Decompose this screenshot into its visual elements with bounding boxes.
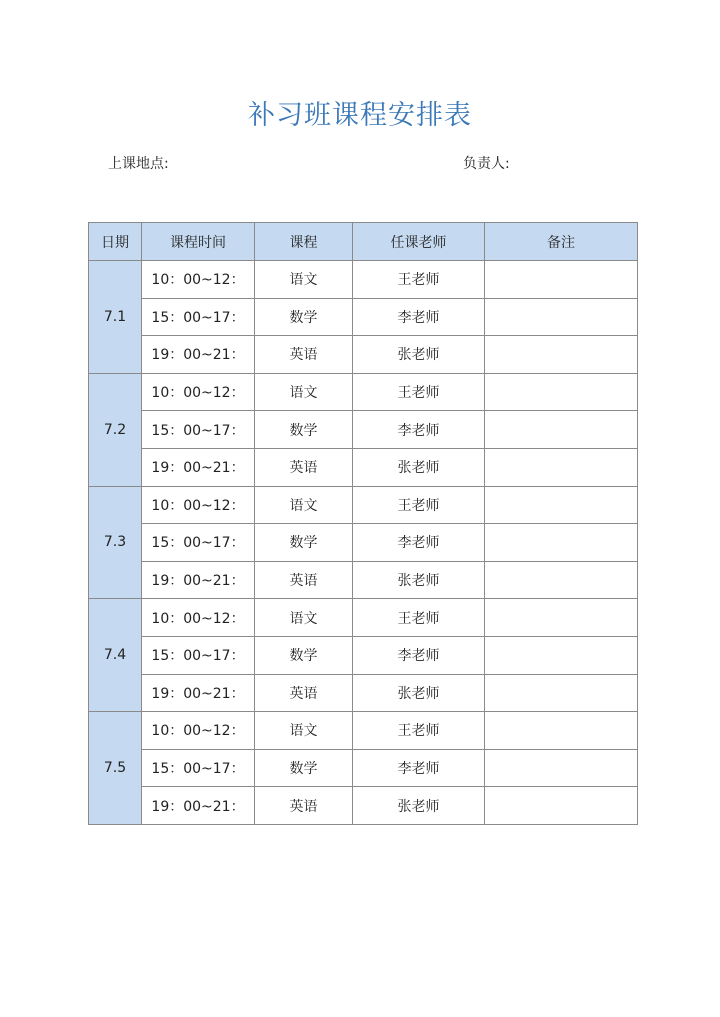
course-cell: 英语 bbox=[255, 336, 353, 374]
location-label: 上课地点: bbox=[108, 156, 169, 172]
time-cell: 15：00~17： bbox=[142, 524, 255, 562]
note-cell bbox=[485, 336, 638, 374]
teacher-cell: 王老师 bbox=[353, 261, 485, 299]
teacher-cell: 李老师 bbox=[353, 749, 485, 787]
teacher-cell: 李老师 bbox=[353, 636, 485, 674]
teacher-cell: 李老师 bbox=[353, 524, 485, 562]
teacher-cell: 王老师 bbox=[353, 599, 485, 637]
note-cell bbox=[485, 486, 638, 524]
table-row bbox=[89, 674, 638, 712]
time-cell: 19：00~21： bbox=[142, 561, 255, 599]
course-cell: 语文 bbox=[255, 373, 353, 411]
note-cell bbox=[485, 636, 638, 674]
note-cell bbox=[485, 298, 638, 336]
note-cell bbox=[485, 599, 638, 637]
table-row bbox=[89, 298, 638, 336]
course-cell: 语文 bbox=[255, 712, 353, 750]
table-row bbox=[89, 636, 638, 674]
date-cell: 7.4 bbox=[89, 599, 142, 712]
note-cell bbox=[485, 261, 638, 299]
note-cell bbox=[485, 448, 638, 486]
time-cell: 19：00~21： bbox=[142, 336, 255, 374]
teacher-cell: 王老师 bbox=[353, 486, 485, 524]
table-row bbox=[89, 411, 638, 449]
teacher-cell: 王老师 bbox=[353, 712, 485, 750]
header-note: 备注 bbox=[485, 223, 638, 261]
note-cell bbox=[485, 712, 638, 750]
manager-label: 负责人: bbox=[463, 156, 510, 172]
table-row bbox=[89, 373, 638, 411]
time-cell: 19：00~21： bbox=[142, 448, 255, 486]
teacher-cell: 张老师 bbox=[353, 561, 485, 599]
date-cell: 7.2 bbox=[89, 373, 142, 486]
page-title: 补习班课程安排表 bbox=[248, 100, 472, 131]
time-cell: 15：00~17： bbox=[142, 749, 255, 787]
course-cell: 数学 bbox=[255, 636, 353, 674]
course-cell: 语文 bbox=[255, 261, 353, 299]
note-cell bbox=[485, 524, 638, 562]
note-cell bbox=[485, 674, 638, 712]
time-cell: 19：00~21： bbox=[142, 674, 255, 712]
header-row bbox=[89, 223, 638, 261]
teacher-cell: 李老师 bbox=[353, 298, 485, 336]
teacher-cell: 王老师 bbox=[353, 373, 485, 411]
table-row bbox=[89, 561, 638, 599]
note-cell bbox=[485, 787, 638, 825]
course-cell: 英语 bbox=[255, 787, 353, 825]
table-row bbox=[89, 261, 638, 299]
teacher-cell: 张老师 bbox=[353, 336, 485, 374]
time-cell: 10：00~12： bbox=[142, 486, 255, 524]
time-cell: 19：00~21： bbox=[142, 787, 255, 825]
course-cell: 数学 bbox=[255, 524, 353, 562]
note-cell bbox=[485, 749, 638, 787]
teacher-cell: 李老师 bbox=[353, 411, 485, 449]
note-cell bbox=[485, 411, 638, 449]
course-cell: 语文 bbox=[255, 599, 353, 637]
course-cell: 数学 bbox=[255, 749, 353, 787]
note-cell bbox=[485, 373, 638, 411]
time-cell: 15：00~17： bbox=[142, 411, 255, 449]
course-cell: 数学 bbox=[255, 298, 353, 336]
course-cell: 数学 bbox=[255, 411, 353, 449]
table-row bbox=[89, 712, 638, 750]
teacher-cell: 张老师 bbox=[353, 674, 485, 712]
teacher-cell: 张老师 bbox=[353, 448, 485, 486]
time-cell: 10：00~12： bbox=[142, 712, 255, 750]
note-cell bbox=[485, 561, 638, 599]
time-cell: 10：00~12： bbox=[142, 373, 255, 411]
table-row bbox=[89, 448, 638, 486]
course-cell: 英语 bbox=[255, 674, 353, 712]
table-row bbox=[89, 524, 638, 562]
course-cell: 英语 bbox=[255, 561, 353, 599]
header-time: 课程时间 bbox=[142, 223, 255, 261]
header-teacher: 任课老师 bbox=[353, 223, 485, 261]
time-cell: 15：00~17： bbox=[142, 298, 255, 336]
table-row bbox=[89, 336, 638, 374]
date-cell: 7.3 bbox=[89, 486, 142, 599]
time-cell: 10：00~12： bbox=[142, 261, 255, 299]
schedule-table bbox=[88, 222, 638, 825]
course-cell: 语文 bbox=[255, 486, 353, 524]
table-row bbox=[89, 599, 638, 637]
time-cell: 15：00~17： bbox=[142, 636, 255, 674]
table-row bbox=[89, 486, 638, 524]
table-row bbox=[89, 787, 638, 825]
date-cell: 7.5 bbox=[89, 712, 142, 825]
header-date: 日期 bbox=[89, 223, 142, 261]
header-course: 课程 bbox=[255, 223, 353, 261]
table-row bbox=[89, 749, 638, 787]
teacher-cell: 张老师 bbox=[353, 787, 485, 825]
date-cell: 7.1 bbox=[89, 261, 142, 374]
course-cell: 英语 bbox=[255, 448, 353, 486]
time-cell: 10：00~12： bbox=[142, 599, 255, 637]
